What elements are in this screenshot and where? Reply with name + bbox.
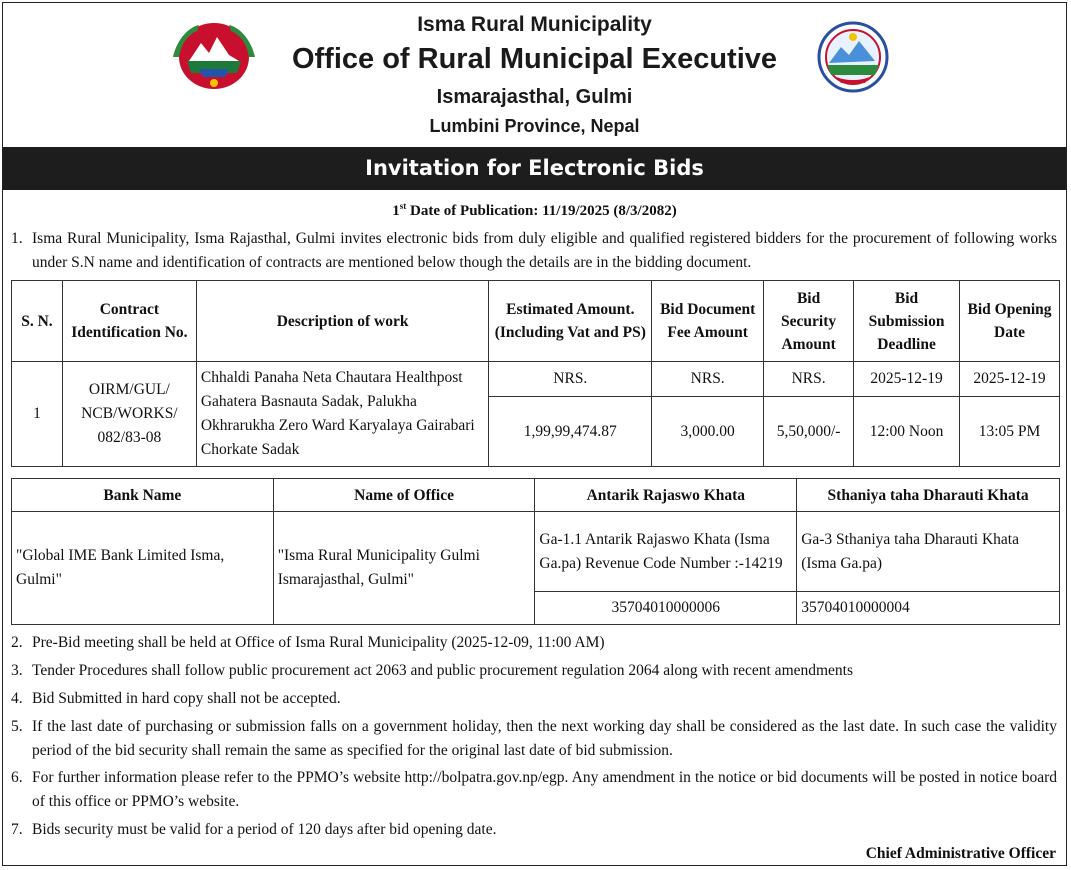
notice-item-5 xyxy=(11,715,1057,763)
notice-item-3 xyxy=(11,659,1057,683)
row-fee-unit: NRS. xyxy=(652,362,764,397)
item-number: 1. xyxy=(11,230,23,247)
row-opening-date: 2025-12-19 xyxy=(960,362,1060,397)
table-row xyxy=(12,362,1060,397)
item-text: For further information please refer to the PPMO’s website http://bolpatra.gov.np/egp. Any amendment in the notice or bid documents will be posted in notice board of this office or PPMO’s website. xyxy=(32,769,1057,810)
bank-table xyxy=(11,478,1060,625)
notice-item-2 xyxy=(11,631,1057,655)
office-name-cell: "Isma Rural Municipality Gulmi Ismarajasthal, Gulmi" xyxy=(273,512,535,625)
row-security-unit: NRS. xyxy=(764,362,854,397)
notice-item-6 xyxy=(11,766,1057,814)
row-estimate-unit: NRS. xyxy=(489,362,652,397)
sthaniya-account-number: 35704010000004 xyxy=(797,592,1060,625)
row-fee-value: 3,000.00 xyxy=(652,397,764,467)
signature-title: Chief Administrative Officer xyxy=(865,845,1056,862)
notice-header xyxy=(3,3,1066,147)
item-number: 4. xyxy=(11,690,23,707)
header-bid-security: Bid Security Amount xyxy=(764,281,854,362)
row-sn: 1 xyxy=(12,362,63,467)
bank-name: "Global IME Bank Limited Isma, Gulmi" xyxy=(12,512,274,625)
header-description: Description of work xyxy=(196,281,489,362)
row-opening-time: 13:05 PM xyxy=(960,397,1060,467)
notice-item-7 xyxy=(11,818,1057,842)
item-number: 7. xyxy=(11,821,23,838)
publication-date xyxy=(3,201,1066,220)
header-sn: S. N. xyxy=(12,281,63,362)
header-submission-deadline: Bid Submission Deadline xyxy=(854,281,960,362)
header-bank-name: Bank Name xyxy=(12,479,274,512)
publication-date-text: Date of Publication: 11/19/2025 (8/3/2082) xyxy=(406,203,677,219)
antarik-description: Ga-1.1 Antarik Rajaswo Khata (Isma Ga.pa) Revenue Code Number :-14219 xyxy=(535,512,797,592)
antarik-account-number: 35704010000006 xyxy=(535,592,797,625)
notice-item-4 xyxy=(11,687,1057,711)
bid-table-header-row xyxy=(12,281,1060,362)
row-contract-id: OIRM/GUL/ NCB/WORKS/ 082/83-08 xyxy=(62,362,196,467)
notice-page xyxy=(2,2,1067,866)
item-number: 5. xyxy=(11,718,23,735)
office-location: Ismarajasthal, Gulmi xyxy=(436,86,633,108)
item-number: 6. xyxy=(11,769,23,786)
item-text: If the last date of purchasing or submission falls on a government holiday, then the next working day shall be considered as the last date. In such case the validity period of the bid security shall remain the same as specified for the original last date of bid submission. xyxy=(32,718,1057,759)
header-antarik-khata: Antarik Rajaswo Khata xyxy=(535,479,797,512)
row-submission-date: 2025-12-19 xyxy=(854,362,960,397)
row-security-value: 5,50,000/- xyxy=(764,397,854,467)
item-text: Bid Submitted in hard copy shall not be accepted. xyxy=(32,690,341,707)
header-estimated-amount: Estimated Amount. (Including Vat and PS) xyxy=(489,281,652,362)
header-opening-date: Bid Opening Date xyxy=(960,281,1060,362)
item-text: Isma Rural Municipality, Isma Rajasthal, Gulmi invites electronic bids from duly eligible and qualified registered bidders for the procurement of following works under S.N name and identification of contracts are mentioned below though the details are in the bidding document. xyxy=(32,230,1057,271)
item-number: 3. xyxy=(11,662,23,679)
header-bid-document-fee: Bid Document Fee Amount xyxy=(652,281,764,362)
row-description: Chhaldi Panaha Neta Chautara Healthpost Gahatera Basnauta Sadak, Palukha Okhrarukha Zero Ward Karyalaya Gairabari Chorkate Sadak xyxy=(196,362,489,467)
sthaniya-description: Ga-3 Sthaniya taha Dharauti Khata (Isma Ga.pa) xyxy=(797,512,1060,592)
notice-item-1 xyxy=(11,227,1057,275)
row-submission-time: 12:00 Noon xyxy=(854,397,960,467)
bid-table xyxy=(11,280,1060,467)
item-text: Tender Procedures shall follow public procurement act 2063 and public procurement regulation 2064 along with recent amendments xyxy=(32,662,854,679)
item-text: Pre-Bid meeting shall be held at Office of Isma Rural Municipality (2025-12-09, 11:00 AM) xyxy=(32,634,605,651)
table-row xyxy=(12,512,1060,592)
notice-title-banner: Invitation for Electronic Bids xyxy=(3,147,1066,190)
publication-ordinal-number: 1 xyxy=(392,203,400,219)
header-sthaniya-khata: Sthaniya taha Dharauti Khata xyxy=(797,479,1060,512)
province-name: Lumbini Province, Nepal xyxy=(429,116,640,136)
publication-ordinal-suffix: st xyxy=(399,201,407,211)
item-number: 2. xyxy=(11,634,23,651)
row-estimate-value: 1,99,99,474.87 xyxy=(489,397,652,467)
municipality-name: Isma Rural Municipality xyxy=(417,13,652,36)
item-text: Bids security must be valid for a period of 120 days after bid opening date. xyxy=(32,821,497,838)
bank-table-header-row xyxy=(12,479,1060,512)
office-name: Office of Rural Municipal Executive xyxy=(291,43,778,75)
header-contract-id: Contract Identification No. xyxy=(62,281,196,362)
header-office-name: Name of Office xyxy=(273,479,535,512)
